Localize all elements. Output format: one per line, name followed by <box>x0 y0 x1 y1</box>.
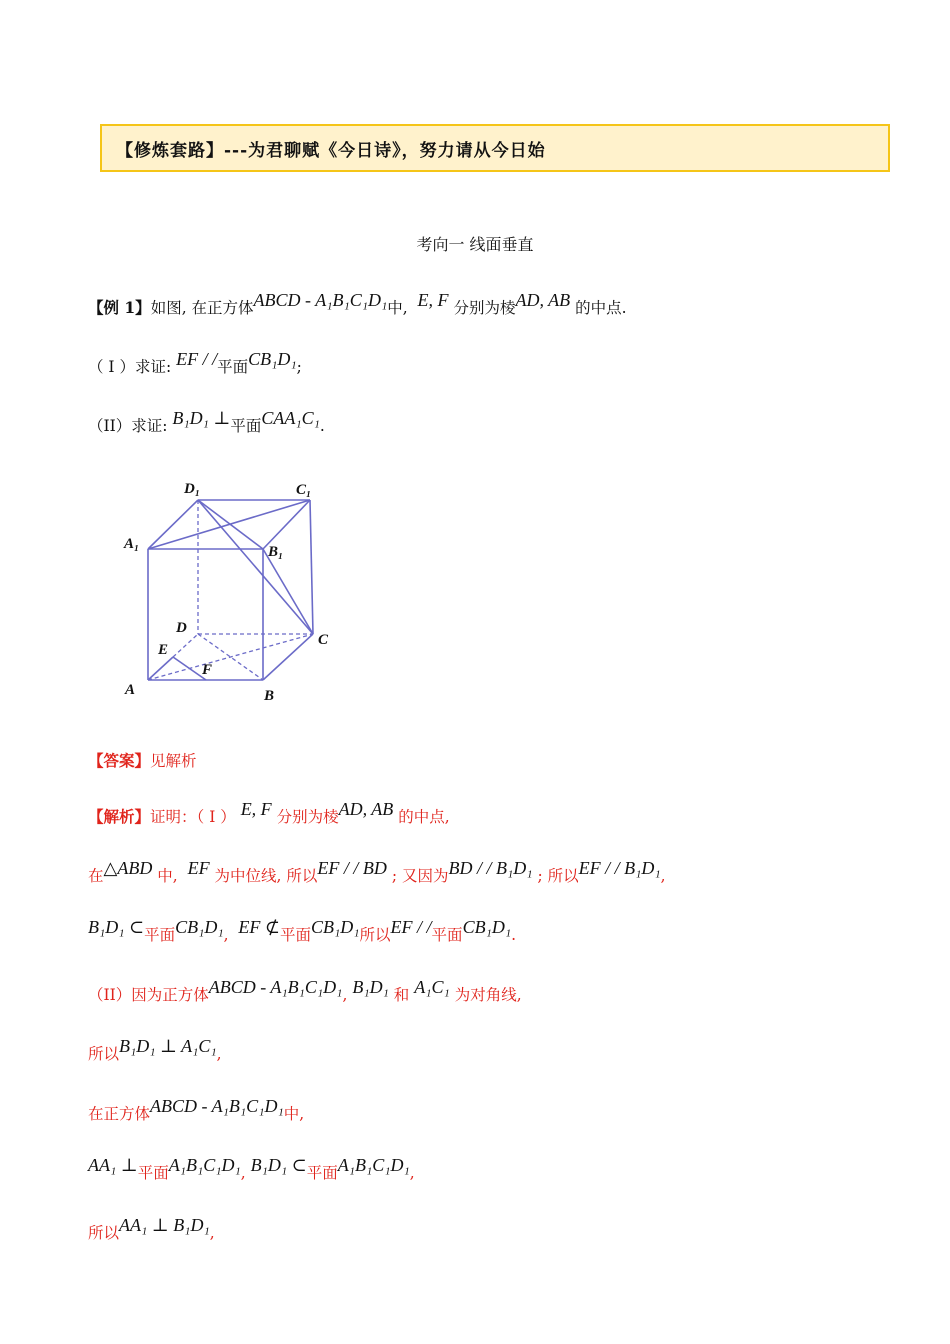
text: 在正方体 <box>88 1105 151 1123</box>
math: CB₁D₁ <box>175 917 224 937</box>
banner-text <box>116 136 546 161</box>
solution-label: 【解析】 <box>88 807 151 826</box>
text: 和 <box>393 986 410 1004</box>
cube-figure <box>118 472 348 712</box>
text: 平面 <box>144 926 176 944</box>
text: ; 所以 <box>537 867 579 885</box>
line-b1-c <box>263 549 313 634</box>
text: , <box>240 1164 246 1182</box>
math: B₁D₁ ⊥ <box>172 408 231 428</box>
example-text: 分别为棱 <box>453 299 516 317</box>
example-text: 中, <box>387 299 408 317</box>
math: AA₁ ⊥ B₁D₁ <box>119 1215 210 1235</box>
part-2-question <box>88 408 325 436</box>
math: AA₁ ⊥ <box>88 1155 138 1175</box>
answer-line <box>88 749 197 771</box>
text: 中, <box>283 1105 305 1123</box>
motto-banner <box>100 124 890 172</box>
text: , <box>216 1045 222 1063</box>
text: , <box>209 1224 215 1242</box>
text: 平面 <box>217 358 249 376</box>
math: AD, AB <box>338 799 394 819</box>
cube-edges <box>148 500 313 680</box>
example-text: 的中点. <box>575 299 627 317</box>
answer-text: 见解析 <box>150 752 197 770</box>
banner-dashes: --- <box>224 141 249 161</box>
text: 为中位线, 所以 <box>214 867 318 885</box>
text: ; <box>296 358 302 376</box>
example-label: 【例 1】 <box>88 298 151 317</box>
text: 所以 <box>88 1045 120 1063</box>
text: 的中点, <box>398 808 450 826</box>
label-b1: B₁ <box>268 544 284 560</box>
text: ; 又因为 <box>391 867 449 885</box>
math: EF <box>187 858 210 878</box>
text: 所以 <box>88 1224 120 1242</box>
text: , <box>342 986 348 1004</box>
math: EF / / <box>390 917 432 937</box>
part-1-question <box>88 349 302 377</box>
text: . <box>319 417 325 435</box>
banner-title: 【修炼套路】 <box>116 141 224 161</box>
label-c1: C₁ <box>296 482 312 498</box>
part-1-label: （ I ）求证: <box>88 358 172 376</box>
solution-line-6 <box>88 1096 305 1124</box>
example-text: 如图, 在正方体 <box>150 299 254 317</box>
math: ABCD - A₁B₁C₁D₁ <box>208 977 343 997</box>
text: （II）因为正方体 <box>88 986 209 1004</box>
cube-diagram <box>118 472 348 712</box>
edge-b-c <box>263 634 313 680</box>
label-a1: A₁ <box>124 536 140 552</box>
text: 中, <box>157 867 178 885</box>
text: 平面 <box>230 417 262 435</box>
text: 平面 <box>306 1164 338 1182</box>
math: B₁D₁ ⊂ <box>88 917 145 937</box>
label-d1: D₁ <box>184 481 201 497</box>
text: , <box>223 926 229 944</box>
text: 平面 <box>137 1164 169 1182</box>
section-title: 考向一 线面垂直 <box>416 235 534 254</box>
solution-line-8 <box>88 1215 215 1243</box>
solution-line-5 <box>88 1036 222 1064</box>
label-b: B <box>264 688 275 704</box>
solution-line-3 <box>88 917 517 945</box>
math: CB₁D₁ <box>248 349 297 369</box>
text: 平面 <box>280 926 312 944</box>
edge-e-d <box>173 634 198 657</box>
math: A₁C₁ <box>414 977 450 997</box>
text: 分别为棱 <box>276 808 339 826</box>
text: 在 <box>88 867 104 885</box>
solution-line-7 <box>88 1155 415 1183</box>
solution-line-4 <box>88 977 522 1005</box>
math-ef: E, F <box>417 290 449 310</box>
math: A₁B₁C₁D₁ <box>337 1155 410 1175</box>
solution-line-2 <box>88 858 666 886</box>
math: B₁D₁ ⊂ <box>250 1155 307 1175</box>
math: CAA₁C₁ <box>261 408 320 428</box>
math: BD / / B₁D₁ <box>448 858 533 878</box>
math-ad-ab: AD, AB <box>515 290 571 310</box>
example-statement <box>88 290 627 318</box>
edge-c-c1 <box>310 500 313 634</box>
math: A₁B₁C₁D₁ <box>168 1155 241 1175</box>
math: B₁D₁ ⊥ A₁C₁ <box>119 1036 217 1056</box>
math: EF / / <box>176 349 218 369</box>
diagonal-d1-b1 <box>198 500 263 549</box>
math: B₁D₁ <box>352 977 389 997</box>
math: EF / / BD <box>317 858 387 878</box>
part-2-label: （II）求证: <box>88 417 168 435</box>
segment-a-e <box>148 657 173 680</box>
hidden-edges <box>148 500 313 680</box>
text: 为对角线, <box>454 986 522 1004</box>
text: , <box>409 1164 415 1182</box>
line-d1-c <box>198 500 313 634</box>
math: EF / / B₁D₁ <box>578 858 661 878</box>
solution-line-1 <box>88 799 450 827</box>
math: △ABD <box>103 858 153 878</box>
math-cube: ABCD - A₁B₁C₁D₁ <box>253 290 388 310</box>
label-a: A <box>125 682 136 698</box>
math: ABCD - A₁B₁C₁D₁ <box>150 1096 284 1116</box>
math: CB₁D₁ <box>311 917 360 937</box>
label-d: D <box>176 620 187 636</box>
math: CB₁D₁ <box>462 917 512 937</box>
banner-motto: 为君聊赋《今日诗》，努力请从今日始 <box>248 141 546 161</box>
answer-label: 【答案】 <box>88 751 151 770</box>
label-e: E <box>158 642 169 658</box>
label-f: F <box>202 662 213 678</box>
text: . <box>511 926 517 944</box>
text: 平面 <box>431 926 463 944</box>
math: E, F <box>240 799 272 819</box>
math: EF ⊄ <box>238 917 280 937</box>
text: , <box>660 867 666 885</box>
text: 证明：（ I ） <box>150 808 236 826</box>
label-c: C <box>318 632 329 648</box>
text: 所以 <box>359 926 391 944</box>
